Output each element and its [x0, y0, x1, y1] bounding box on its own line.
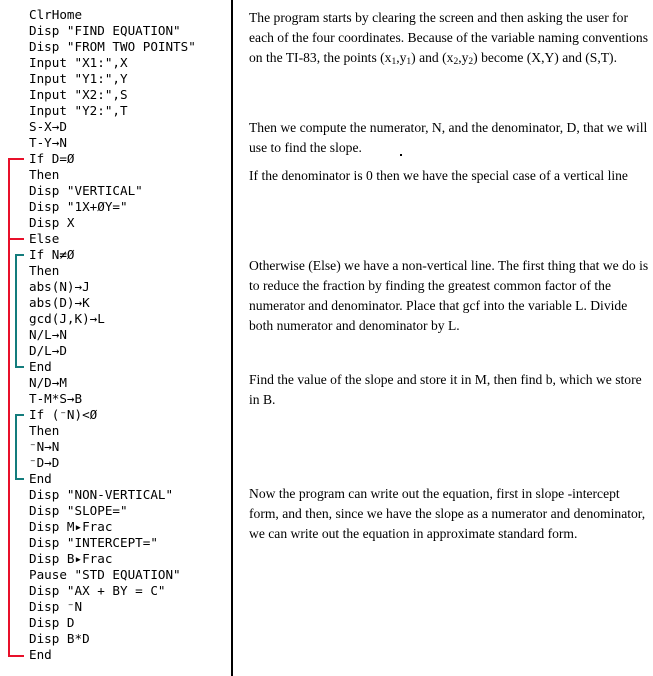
code-line: Input "X2:",S [29, 87, 128, 102]
explanation-output-equation: Now the program can write out the equation, first in slope -intercept form, and then, since we have the slope as a numerator and denominator, we can write out the equation in approximate standard form. [249, 486, 646, 541]
code-line: Input "Y2:",T [29, 103, 128, 118]
code-line: Input "Y1:",Y [29, 71, 128, 86]
code-line: Disp "SLOPE=" [29, 503, 128, 518]
code-line: abs(N)→J [29, 279, 90, 294]
code-line: Then [29, 167, 60, 182]
code-line: ⁻D→D [29, 455, 60, 470]
code-line: End [29, 647, 52, 662]
code-line: Disp "1X+ØY=" [29, 199, 128, 214]
code-line: Disp "VERTICAL" [29, 183, 143, 198]
code-line: If D=Ø [29, 151, 75, 166]
code-line: T-Y→N [29, 135, 67, 150]
code-line: Then [29, 263, 60, 278]
code-line: D/L→D [29, 343, 67, 358]
column-divider [231, 0, 233, 676]
code-line: Disp B▸Frac [29, 551, 113, 566]
code-line: Disp "FIND EQUATION" [29, 23, 181, 38]
code-line: End [29, 359, 52, 374]
explanation-numerator-denominator: Then we compute the numerator, N, and the denominator, D, that we will use to find the slope. [249, 120, 648, 155]
code-line: Disp M▸Frac [29, 519, 113, 534]
code-line: Disp X [29, 215, 75, 230]
code-line: N/L→N [29, 327, 67, 342]
code-line: Else [29, 231, 60, 246]
code-line: abs(D)→K [29, 295, 90, 310]
code-line: ClrHome [29, 7, 83, 22]
explanation-slope-intercept: Find the value of the slope and store it in M, then find b, which we store in B. [249, 372, 642, 407]
code-panel [0, 0, 232, 676]
code-line: Disp "NON-VERTICAL" [29, 487, 174, 502]
code-line: Disp "FROM TWO POINTS" [29, 39, 196, 54]
explanation-reduce-fraction: Otherwise (Else) we have a non-vertical line. The first thing that we do is to reduce the fraction by finding the greatest common factor of the numerator and denominator. Place that gcf into the variable L. Divide both numerator and denominator by L. [249, 258, 649, 333]
code-line: Disp B*D [29, 631, 90, 646]
stray-mark [400, 154, 402, 156]
code-line: S-X→D [29, 119, 67, 134]
code-line: If (⁻N)<Ø [29, 407, 98, 422]
inner-if-bracket-2 [16, 415, 24, 479]
inner-if-bracket-1-line [16, 255, 24, 367]
code-line: Disp "INTERCEPT=" [29, 535, 158, 550]
explanation-vertical-line: If the denominator is 0 then we have the special case of a vertical line [249, 168, 628, 183]
program-listing [29, 7, 196, 663]
code-line: Then [29, 423, 60, 438]
inner-if-bracket-2-line [16, 415, 24, 479]
code-line: N/D→M [29, 375, 67, 390]
code-line: Disp ⁻N [29, 599, 83, 614]
code-line: Input "X1:",X [29, 55, 128, 70]
inner-if-bracket-1 [16, 255, 24, 367]
code-line: ⁻N→N [29, 439, 60, 454]
code-line: Pause "STD EQUATION" [29, 567, 181, 582]
code-line: End [29, 471, 52, 486]
explanation-panel [249, 0, 649, 676]
code-line: Disp "AX + BY = C" [29, 583, 166, 598]
explanation-inputs: The program starts by clearing the screen and then asking the user for each of the four coordinates. Because of the variable naming conventions on the TI-83, the points $(x_1,y_1)$ and $(x_2,y_2)$ become (X,Y) and (S,T). [249, 10, 648, 67]
code-line: T-M*S→B [29, 391, 83, 406]
code-line: gcd(J,K)→L [29, 311, 105, 326]
outer-if-bracket [9, 159, 24, 656]
code-line: Disp D [29, 615, 75, 630]
outer-if-bracket-line [9, 159, 24, 656]
code-line: If N≠Ø [29, 247, 75, 262]
